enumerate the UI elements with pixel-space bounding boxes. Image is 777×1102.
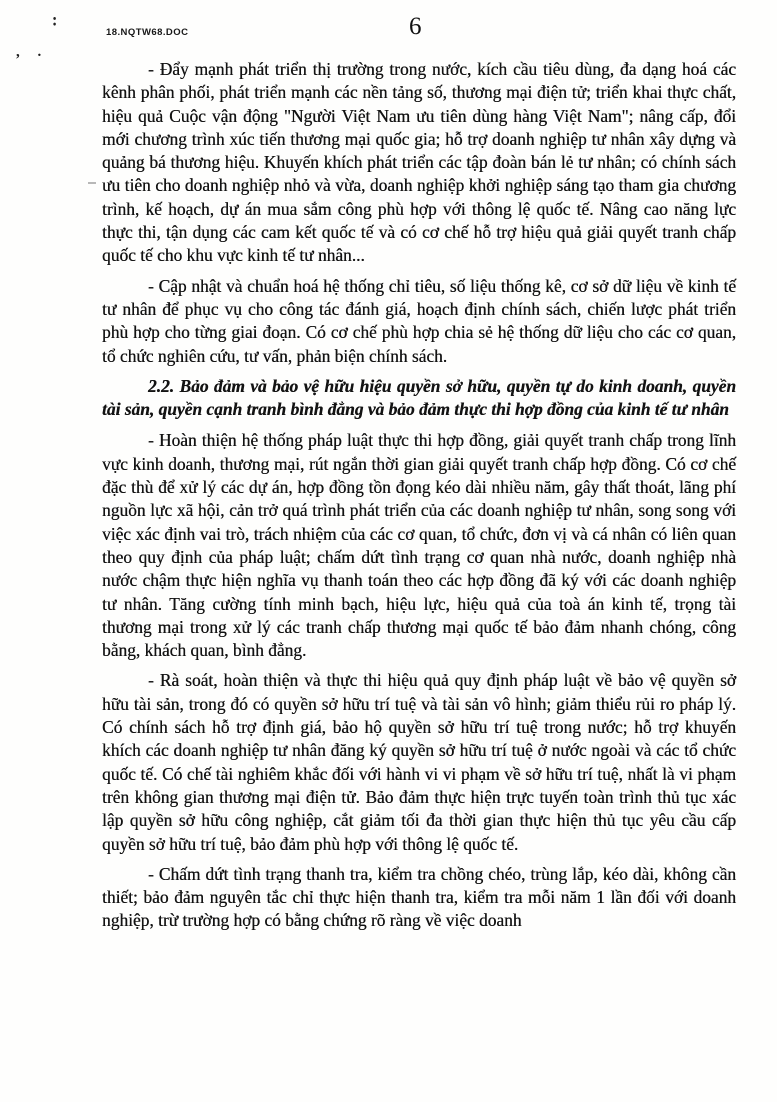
paragraph-hoan-thien-phap-luat: - Hoàn thiện hệ thống pháp luật thực thi hợp đồng, giải quyết tranh chấp trong lĩnh vực kinh doanh, thương mại, rút ngắn thời gian giải quyết tranh chấp hợp đồng. Có cơ chế đặc thù để xử lý các dự án, hợp đồng tồn đọng kéo dài nhiều năm, gây thất thoát, lãng phí nguồn lực xã hội, cản trở quá trình phát triển của các doanh nghiệp tư nhân, song song với việc xác định vai trò, trách nhiệm của các cơ quan, tổ chức, đơn vị và cá nhân có liên quan theo quy định của pháp luật; chấm dứt tình trạng cơ quan nhà nước, doanh nghiệp nhà nước chậm thực hiện nghĩa vụ thanh toán theo các hợp đồng đã ký với các doanh nghiệp tư nhân. Tăng cường tính minh bạch, hiệu lực, hiệu quả của toà án kinh tế, trọng tài thương mại trong xử lý các tranh chấp thương mại quốc tế bảo đảm nhanh chóng, công bằng, khách quan, bình đẳng. [102,430,736,661]
scan-artifact-colon-dots: : [52,10,58,31]
paragraph-day-manh-thi-truong: - Đẩy mạnh phát triển thị trường trong nước, kích cầu tiêu dùng, đa dạng hoá các kênh phân phối, phát triển mạnh các nền tảng số, thương mại điện tử; triển khai thực chất, hiệu quả Cuộc vận động "Người Việt Nam ưu tiên dùng hàng Việt Nam"; nâng cấp, đổi mới chương trình xúc tiến thương mại quốc gia; hỗ trợ doanh nghiệp tư nhân xây dựng và quảng bá thương hiệu. Khuyến khích phát triển các tập đoàn bán lẻ tư nhân; có chính sách ưu tiên cho doanh nghiệp nhỏ và vừa, doanh nghiệp khởi nghiệp sáng tạo tham gia chương trình, kế hoạch, dự án mua sắm công phù hợp với thông lệ quốc tế. Nâng cao năng lực thực thi, tận dụng các cam kết quốc tế và có cơ chế hỗ trợ hiệu quả giải quyết tranh chấp quốc tế cho khu vực kinh tế tư nhân... [102,59,736,266]
page-number: 6 [409,13,422,40]
paragraph-cap-nhat-chuan-hoa: - Cập nhật và chuẩn hoá hệ thống chỉ tiêu, số liệu thống kê, cơ sở dữ liệu về kinh tế tư nhân để phục vụ cho công tác đánh giá, hoạch định chính sách, chiến lược phát triển phù hợp cho từng giai đoạn. Có cơ chế phù hợp chia sẻ hệ thống dữ liệu cho các cơ quan, tổ chức nghiên cứu, tư vấn, phản biện chính sách. [102,275,736,366]
paragraph-ra-soat-so-huu-tri-tue: - Rà soát, hoàn thiện và thực thi hiệu quả quy định pháp luật về bảo vệ quyền sở hữu tài sản, trong đó có quyền sở hữu trí tuệ và tài sản vô hình; giảm thiểu rủi ro pháp lý. Có chính sách hỗ trợ định giá, bảo hộ quyền sở hữu trí tuệ trong nước; hỗ trợ khuyến khích các doanh nghiệp tư nhân đăng ký quyền sở hữu trí tuệ ở nước ngoài và các tổ chức quốc tế. Có chế tài nghiêm khắc đối với hành vi vi phạm về sở hữu trí tuệ, nhất là vi phạm trên không gian thương mại điện tử. Bảo đảm thực hiện trực tuyến toàn trình thủ tục xác lập quyền sở hữu công nghiệp, cắt giảm tối đa thời gian thực hiện thủ tục yêu cầu cấp quyền sở hữu trí tuệ, bảo đảm phù hợp với thông lệ quốc tế. [102,670,736,854]
document-body [102,58,736,940]
section-heading-2-2: 2.2. Bảo đảm và bảo vệ hữu hiệu quyền sở hữu, quyền tự do kinh doanh, quyền tài sản, quyền cạnh tranh bình đẳng và bảo đảm thực thi hợp đồng của kinh tế tư nhân [102,375,736,420]
document-filename: 18.NQTW68.DOC [106,27,189,38]
paragraph-cham-dut-thanh-tra: - Chấm dứt tình trạng thanh tra, kiểm tra chồng chéo, trùng lắp, kéo dài, không cần thiết; bảo đảm nguyên tắc chỉ thực hiện thanh tra, kiểm tra mỗi năm 1 lần đối với doanh nghiệp, trừ trường hợp có bằng chứng rõ ràng về việc doanh [102,863,736,931]
scan-artifact-specks: , . [16,44,49,60]
scan-artifact-dash [88,182,96,184]
